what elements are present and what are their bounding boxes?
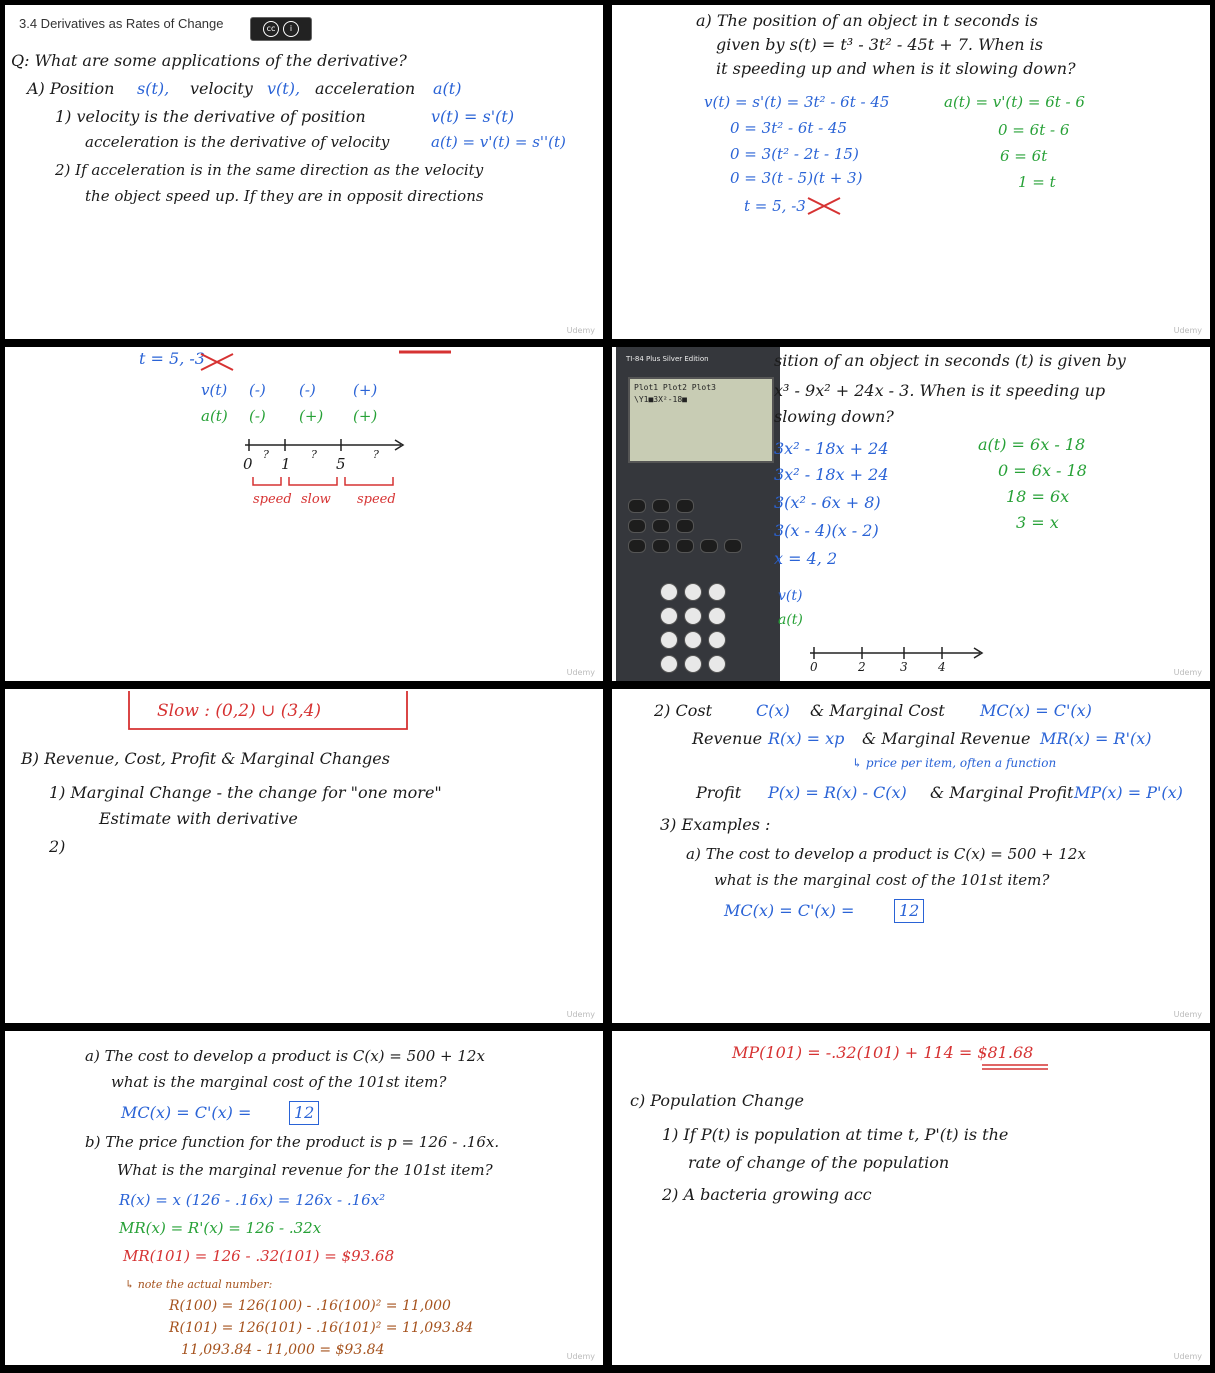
actual-number-note: ↳ note the actual number: [125,1278,273,1291]
velocity-sign-label: v(t) [201,381,228,399]
number-line [612,347,1210,681]
velocity-sign: (-) [299,381,316,399]
revenue-label: Revenue [692,729,763,748]
panel-3[interactable] [5,347,603,681]
velocity-label: velocity [190,79,253,98]
price-note: ↳ price per item, often a function [852,756,1057,770]
problem-line-1: sition of an object in seconds (t) is given by [774,351,1126,370]
calculator-y1-line: \Y1■3X²-18■ [634,395,687,404]
example-a-line-2: what is the marginal cost of the 101st item? [714,871,1050,889]
velocity-step-1: v(t) = s'(t) = 3t² - 6t - 45 [704,93,890,111]
actual-step-3: 11,093.84 - 11,000 = $93.84 [181,1342,385,1358]
tick-label: 3 [900,660,908,674]
accel-step-2: 0 = 6t - 6 [998,121,1070,139]
number-mark: ? [373,448,379,461]
example-a-line-2: what is the marginal cost of the 101st item? [111,1073,447,1091]
velocity-step-2: 0 = 3t² - 6t - 45 [730,119,848,137]
velocity-step-3: 0 = 3(t² - 2t - 15) [730,145,859,163]
example-b-line-2: What is the marginal revenue for the 101st item? [117,1161,493,1179]
cost-label: 2) Cost [654,701,713,720]
marginal-cost-fn: MC(x) = C'(x) [980,701,1092,720]
udemy-watermark: Udemy [566,1352,595,1361]
revenue-step: R(x) = x (126 - .16x) = 126x - .16x² [119,1191,386,1209]
velocity-sign: (-) [249,381,266,399]
profit-label: Profit [696,783,742,802]
panel-6[interactable] [612,689,1210,1023]
velocity-step-4: 0 = 3(t - 5)(t + 3) [730,169,863,187]
accel-step-1: a(t) = 6x - 18 [978,435,1086,454]
strike-marks [612,5,1210,339]
interval-label: slow [301,492,331,507]
velocity-roots: t = 5, -3 [744,197,806,215]
example-a-answer: MC(x) = C'(x) = [121,1103,252,1122]
marginal-revenue-label: & Marginal Revenue [862,729,1031,748]
tick-label: 0 [810,660,818,674]
velocity-step-4: 3(x - 4)(x - 2) [774,521,879,540]
revenue-fn: R(x) = xp [768,729,845,748]
velocity-sign: (+) [353,381,378,399]
accel-sign: (+) [353,407,378,425]
cost-fn: C(x) [756,701,790,720]
velocity-fn: v(t), [267,79,301,98]
velocity-equation: v(t) = s'(t) [431,107,515,126]
interval-bracket [253,477,281,485]
udemy-watermark: Udemy [1173,668,1202,677]
calculator-brand: TI-84 Plus Silver Edition [626,355,709,363]
accel-sign: (-) [249,407,266,425]
example-b-line-1: b) The price function for the product is p = 126 - .16x. [85,1133,500,1151]
answer-label: A) Position [27,79,115,98]
accel-step-4: 3 = x [1016,513,1059,532]
accel-sign-label: a(t) [778,612,803,628]
panel-2[interactable] [612,5,1210,339]
example-a-answer-box: 12 [289,1101,319,1125]
note-line-3: 2) If acceleration is in the same direction as the velocity [55,161,484,179]
interval-label: speed [357,492,396,507]
marginal-revenue-fn: MR(x) = R'(x) [1040,729,1152,748]
calculator-plot-line: Plot1 Plot2 Plot3 [634,383,716,392]
lecture-title: 3.4 Derivatives as Rates of Change [19,16,224,31]
marginal-profit-result: MP(101) = -.32(101) + 114 = $81.68 [732,1043,1034,1062]
udemy-watermark: Udemy [1173,1352,1202,1361]
velocity-step-2: 3x² - 18x + 24 [774,465,889,484]
marginal-profit-label: & Marginal Profit [930,783,1074,802]
position-fn: s(t), [137,79,170,98]
example-a-answer: MC(x) = C'(x) = [724,901,855,920]
problem-line-3: it speeding up and when is it slowing down? [716,59,1076,78]
accel-sign-label: a(t) [201,407,228,425]
example-a-line-1: a) The cost to develop a product is C(x) = 500 + 12x [686,845,1086,863]
number-mark: 5 [336,455,346,473]
accel-sign: (+) [299,407,324,425]
note-line-1: 1) Marginal Change - the change for "one more" [49,783,442,802]
note-line-1: 1) If P(t) is population at time t, P'(t) is the [662,1125,1009,1144]
udemy-watermark: Udemy [1173,1010,1202,1019]
cc-icon: cc [263,21,279,37]
note-line-2: acceleration is the derivative of velocity [85,133,390,151]
number-mark: 0 [243,455,253,473]
udemy-watermark: Udemy [566,1010,595,1019]
marginal-revenue-result: MR(101) = 126 - .32(101) = $93.68 [123,1247,395,1265]
tick-label: 2 [858,660,866,674]
velocity-step-1: 3x² - 18x + 24 [774,439,889,458]
panel-7[interactable] [5,1031,603,1365]
accel-step-3: 18 = 6x [1006,487,1070,506]
number-mark: 1 [281,455,291,473]
creative-commons-badge [250,17,312,41]
roots-recap: t = 5, -3 [139,349,205,368]
question-text: Q: What are some applications of the derivative? [11,51,407,70]
profit-fn: P(x) = R(x) - C(x) [768,783,907,802]
note-line-3: 2) [49,837,66,856]
interval-bracket [289,477,337,485]
problem-line-2: x³ - 9x² + 24x - 3. When is it speeding up [774,381,1106,400]
by-icon: i [283,21,299,37]
note-line-2: Estimate with derivative [99,809,298,828]
udemy-watermark: Udemy [566,326,595,335]
example-a-line-1: a) The cost to develop a product is C(x) = 500 + 12x [85,1047,485,1065]
note-line-2: rate of change of the population [688,1153,950,1172]
acceleration-equation: a(t) = v'(t) = s''(t) [431,133,566,151]
answer-box [5,689,603,1023]
actual-step-2: R(101) = 126(101) - .16(101)² = 11,093.84 [169,1320,474,1336]
accel-step-2: 0 = 6x - 18 [998,461,1087,480]
number-mark: ? [263,448,269,461]
examples-heading: 3) Examples : [660,815,771,834]
velocity-roots: x = 4, 2 [774,549,838,568]
marginal-profit-fn: MP(x) = P'(x) [1074,783,1183,802]
udemy-watermark: Udemy [1173,326,1202,335]
marginal-cost-label: & Marginal Cost [810,701,945,720]
panel-1[interactable] [5,5,603,339]
accel-step-1: a(t) = v'(t) = 6t - 6 [944,93,1085,111]
sign-number-line [5,347,603,681]
problem-line-3: slowing down? [774,407,894,426]
tick-label: 4 [938,660,946,674]
section-b-heading: B) Revenue, Cost, Profit & Marginal Changes [21,749,390,768]
panel-8[interactable] [612,1031,1210,1365]
acceleration-label: acceleration [315,79,416,98]
acceleration-fn: a(t) [433,79,462,98]
problem-line-1: a) The position of an object in t seconds is [696,11,1038,30]
accel-step-3: 6 = 6t [1000,147,1048,165]
problem-line-2: given by s(t) = t³ - 3t² - 45t + 7. When is [716,35,1044,54]
note-line-3: 2) A bacteria growing acc [662,1185,872,1204]
panel-4[interactable] [612,347,1210,681]
note-line-1: 1) velocity is the derivative of position [55,107,366,126]
marginal-revenue-step: MR(x) = R'(x) = 126 - .32x [119,1219,322,1237]
velocity-sign-label: v(t) [778,588,803,604]
number-mark: ? [311,448,317,461]
slow-intervals: Slow : (0,2) ∪ (3,4) [157,701,322,721]
example-a-answer-box: 12 [894,899,924,923]
actual-step-1: R(100) = 126(100) - .16(100)² = 11,000 [169,1298,451,1314]
velocity-step-3: 3(x² - 6x + 8) [774,493,881,512]
interval-label: speed [253,492,292,507]
accel-step-4: 1 = t [1018,173,1056,191]
panel-5[interactable] [5,689,603,1023]
section-c-heading: c) Population Change [630,1091,804,1110]
interval-bracket [345,477,393,485]
udemy-watermark: Udemy [566,668,595,677]
note-line-4: the object speed up. If they are in opposit directions [85,187,484,205]
